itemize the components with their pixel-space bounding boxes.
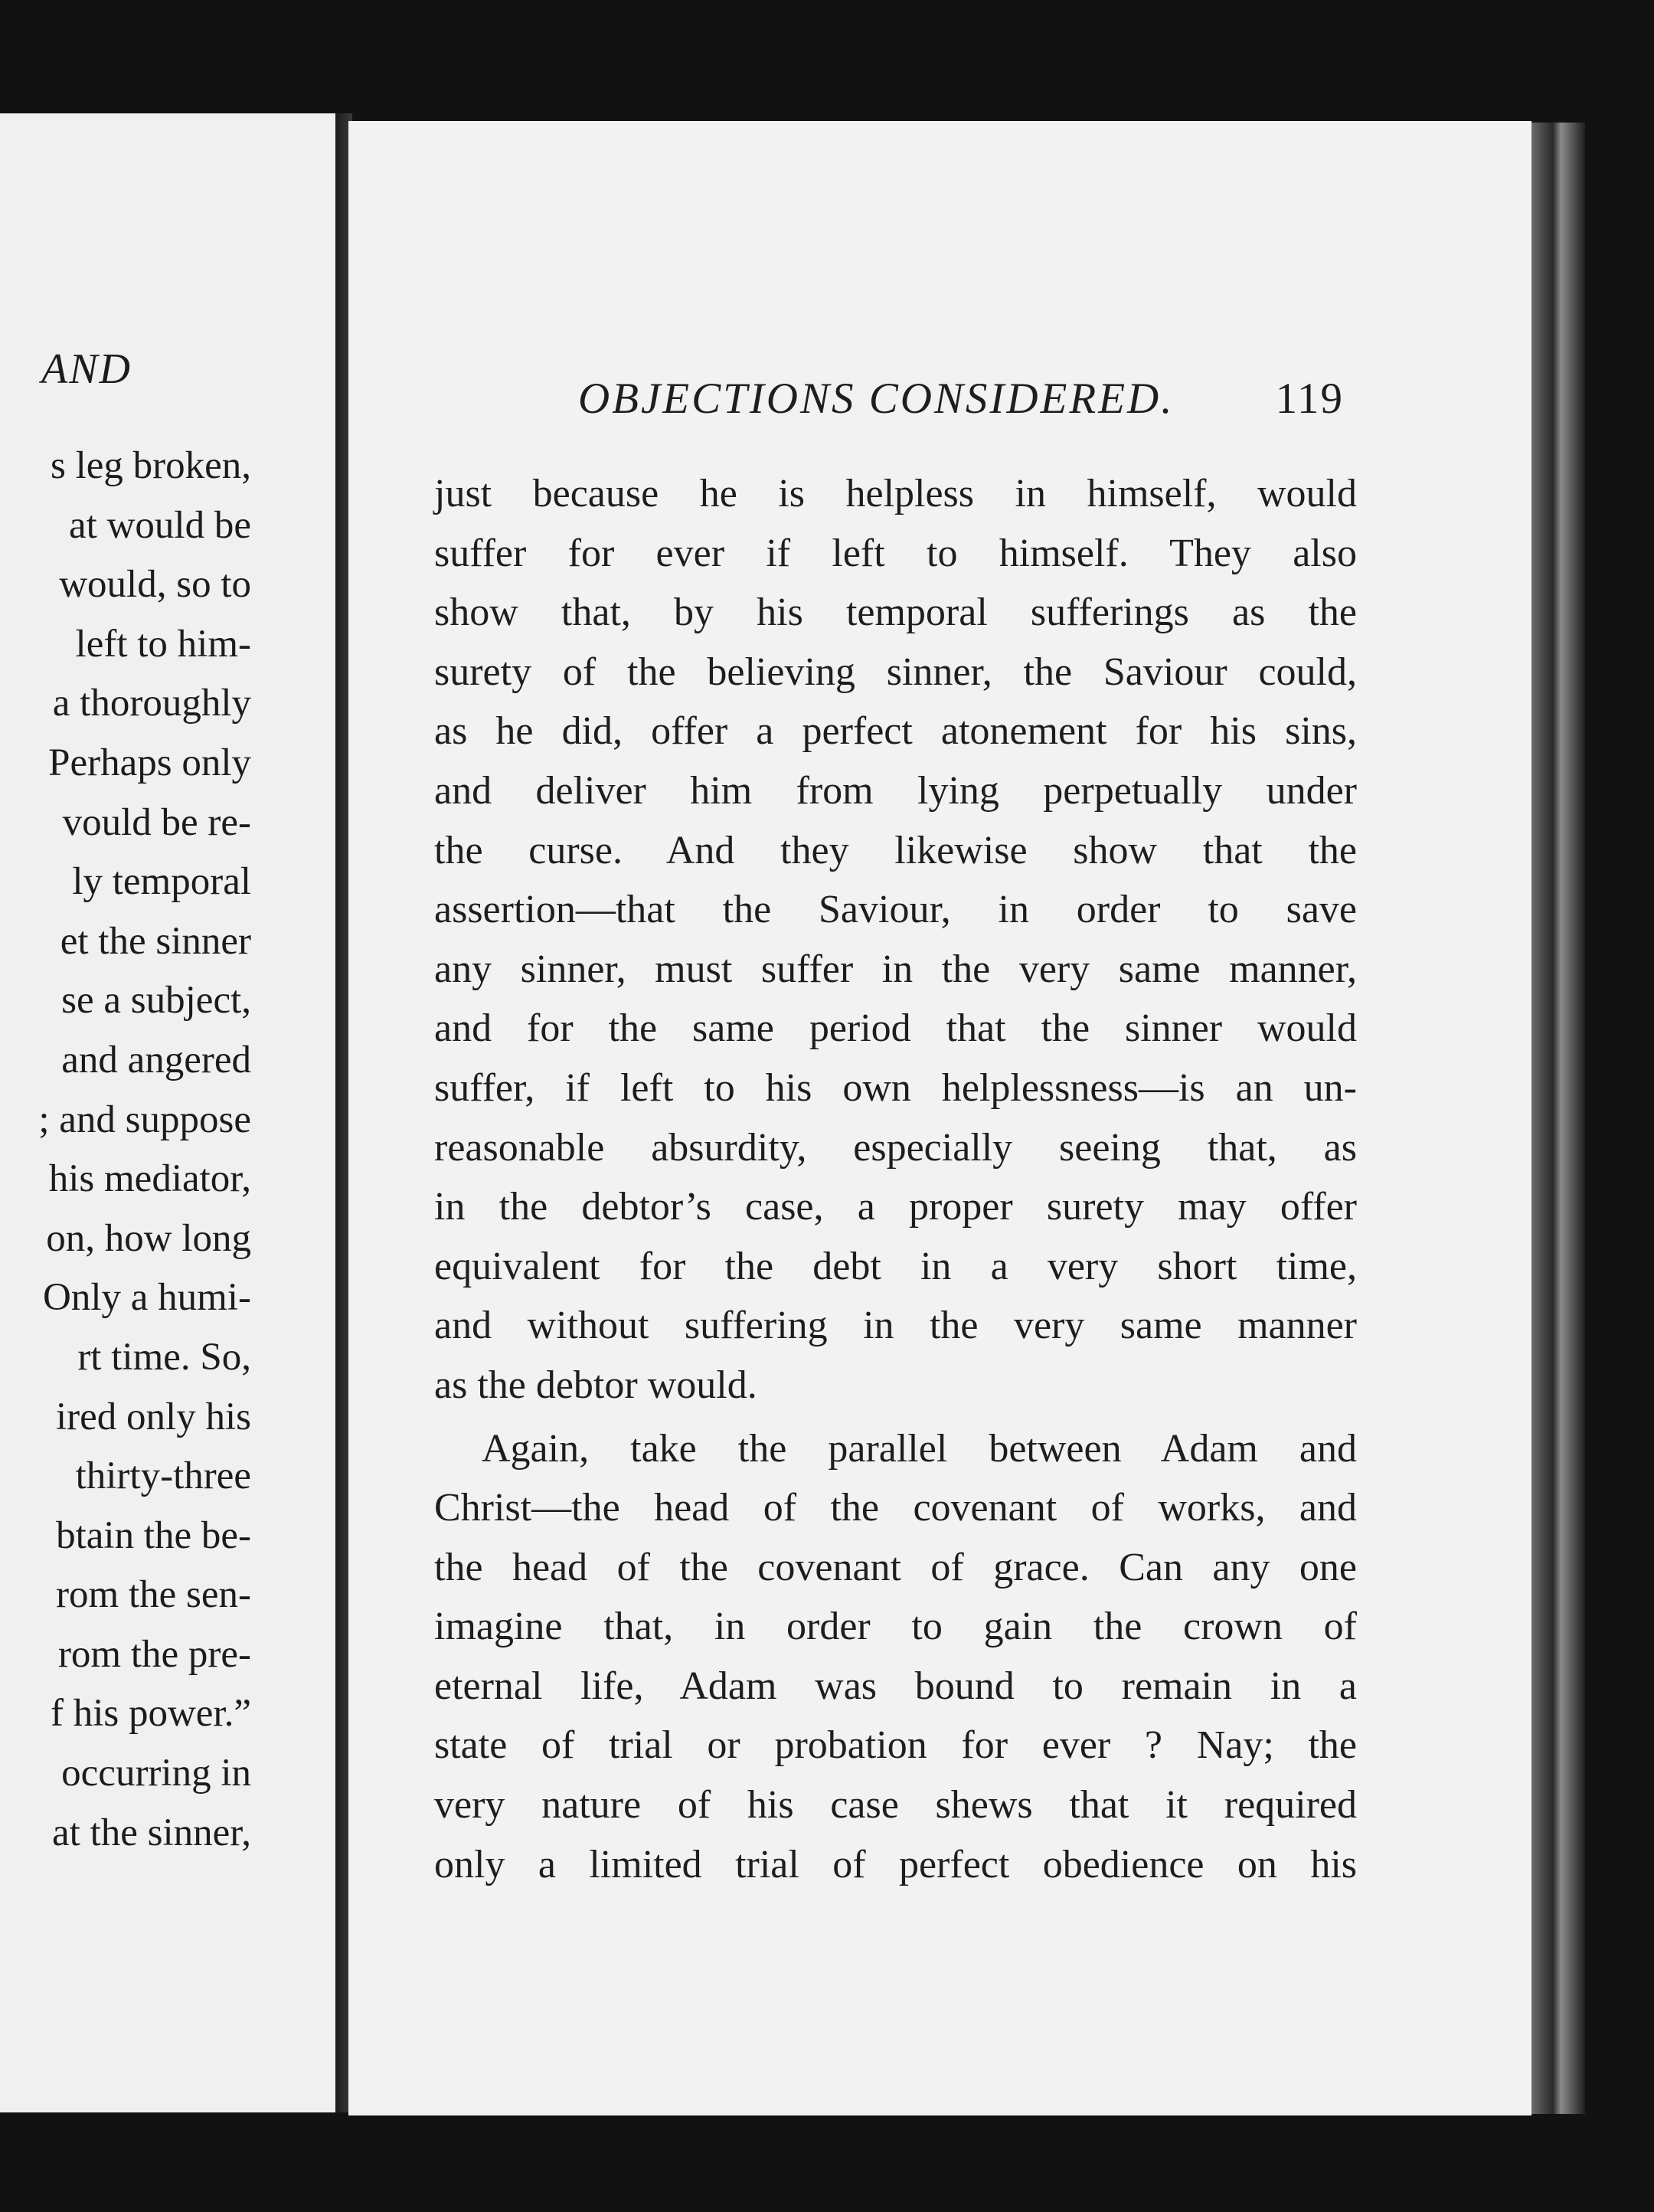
left-text-line: Perhaps only <box>48 741 251 784</box>
left-text-line: vould be re- <box>62 800 251 844</box>
text-line: the curse. And they likewise show that the <box>434 828 1357 872</box>
left-running-title: AND <box>41 345 132 393</box>
text-line: any sinner, must suffer in the very same manner, <box>434 947 1357 991</box>
left-text-line: on, how long <box>46 1216 251 1260</box>
text-line: assertion—that the Saviour, in order to save <box>434 888 1357 932</box>
text-line: equivalent for the debt in a very short time, <box>434 1244 1357 1288</box>
left-text-line: btain the be- <box>56 1513 251 1557</box>
text-line: and deliver him from lying perpetually under <box>434 768 1357 813</box>
text-line: Again, take the parallel between Adam and <box>482 1426 1357 1471</box>
left-text-line: ; and suppose <box>38 1098 251 1141</box>
left-text-line: et the sinner <box>60 919 251 963</box>
text-line: just because he is helpless in himself, would <box>434 472 1357 515</box>
left-text-line: would, so to <box>59 563 251 607</box>
text-line: Christ—the head of the covenant of works, and <box>434 1486 1357 1530</box>
left-page-text <box>38 437 251 1863</box>
page-header <box>578 374 1344 424</box>
left-text-line: thirty-three <box>75 1454 251 1498</box>
text-line: only a limited trial of perfect obedience on his <box>434 1842 1357 1886</box>
text-line: the head of the covenant of grace. Can any one <box>434 1545 1357 1589</box>
left-text-line: rt time. So, <box>77 1335 251 1379</box>
left-text-line: Only a humi- <box>43 1276 251 1320</box>
left-page <box>0 113 345 2112</box>
left-text-line: a thoroughly <box>52 682 251 725</box>
left-text-line: f his power.” <box>50 1692 251 1736</box>
left-text-line: his mediator, <box>48 1157 251 1201</box>
text-line: eternal life, Adam was bound to remain in a <box>434 1664 1357 1708</box>
text-line: state of trial or probation for ever ? Nay; the <box>434 1723 1357 1768</box>
text-line: in the debtor’s case, a proper surety may offer <box>434 1185 1357 1229</box>
right-page <box>348 121 1531 2115</box>
text-line: as the debtor would. <box>434 1363 757 1407</box>
text-line: show that, by his temporal sufferings as the <box>434 591 1357 635</box>
page-number: 119 <box>1275 375 1344 423</box>
running-title: OBJECTIONS CONSIDERED. <box>578 375 1175 423</box>
text-line: and without suffering in the very same manner <box>434 1304 1357 1348</box>
paragraph <box>434 464 1357 1415</box>
left-text-line: and angered <box>61 1038 251 1081</box>
text-line: very nature of his case shews that it required <box>434 1783 1357 1828</box>
text-line: imagine that, in order to gain the crown of <box>434 1605 1357 1649</box>
paragraph <box>434 1419 1357 1895</box>
text-line: suffer, if left to his own helplessness—is an un- <box>434 1065 1357 1110</box>
left-text-line: se a subject, <box>61 979 251 1023</box>
text-line: and for the same period that the sinner would <box>434 1006 1357 1051</box>
left-text-line: occurring in <box>61 1752 251 1795</box>
left-text-line: rom the pre- <box>57 1632 251 1676</box>
text-line: suffer for ever if left to himself. They also <box>434 531 1357 575</box>
left-text-line: at the sinner, <box>52 1811 251 1854</box>
left-text-line: ired only his <box>56 1395 251 1438</box>
left-text-line: rom the sen- <box>56 1573 251 1617</box>
left-text-line: s leg broken, <box>50 444 251 487</box>
book-edge <box>1531 123 1585 2114</box>
left-text-line: at would be <box>69 503 251 547</box>
left-text-line: ly temporal <box>72 860 251 904</box>
text-line: reasonable absurdity, especially seeing that, as <box>434 1125 1357 1170</box>
left-text-line: left to him- <box>75 622 251 666</box>
text-line: surety of the believing sinner, the Saviour could, <box>434 650 1357 694</box>
text-line: as he did, offer a perfect atonement for his sins, <box>434 709 1357 754</box>
page-body <box>434 464 1357 1898</box>
